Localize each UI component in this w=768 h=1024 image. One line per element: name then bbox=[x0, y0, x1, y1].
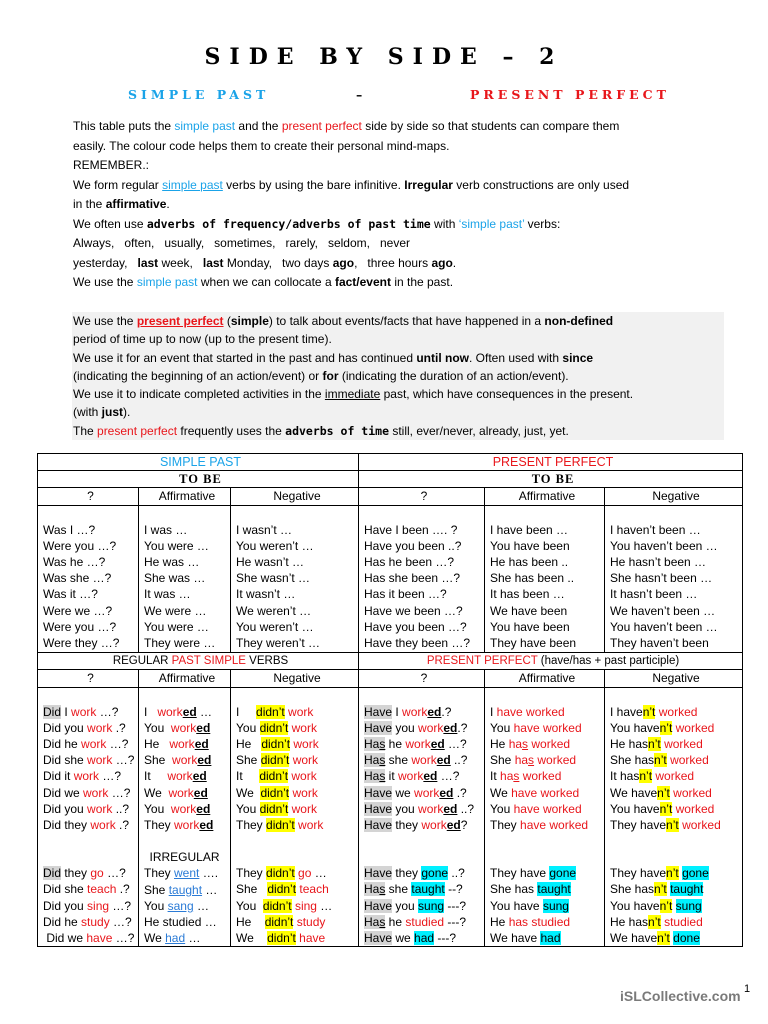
comparison-table: SIMPLE PAST PRESENT PERFECT TO BE TO BE ? Affirmative Negative ? Affirmative Negative Was I …? Were you …? Was he …? Was she …? Was it …? Were we …? Were you …? Were they …? I was … You were … He was … She was … It was … We were … You were … They were … I wasn’t … You weren’t … He wasn’t … She wasn’t … It wasn’t … We weren’t … You weren’t … They weren’t … Have I been …. ? Have you been ..? Has he been …? Has she been …? Has it been …? Have we been …? Have you been …? Have they been …? I have been … You have been He has been .. She has been .. It has been … We have been You have been They have been I haven’t been … You haven’t been … He hasn’t been … She hasn’t been … It hasn’t been … We haven’t been … You haven’t been … They haven’t been REGULAR PAST SIMPLE VERBS PRESENT PERFECT (have/has + past participle) ? Affirmative Negative ? Affirmative Negative Did I work …? Did you work .? Did he work …? Did she work …? Did it work …? Did we work …? Did you work ..? Did they work .? Did they go …? Did she teach .? Did you sing …? Did he study …? Did we have …? I worked … You worked He worked She worked It worked We worked You worked They worked IRREGULAR They went …. She taught … You sang … He studied … We had … I didn’t work You didn’t work He didn’t work She didn’t work It didn’t work We didn’t work You didn’t work They didn’t work They didn’t go … She didn’t teach You didn’t sing … He didn’t study We didn’t have Have I worked.? Have you worked.? Has he worked …? Has she worked ..? Has it worked …? Have we worked .? Have you worked ..? Have they worked? Have they gone ..? Has she taught --? Have you sung ---? Has he studied ---? Have we had ---? I have worked You have worked He has worked She has worked It has worked We have worked You have worked They have worked They have gone She has taught You have sung He has studied We have had I haven’t worked You haven’t worked He hasn’t worked She hasn’t worked It hasn’t worked We haven’t worked You haven’t worked They haven’t worked They haven’t gone She hasn’t taught You haven’t sung He hasn’t studied We haven’t done bbox=[37, 453, 743, 947]
present-perfect-formula: PRESENT PERFECT (have/has + past participle) bbox=[359, 653, 743, 670]
tobe-label: TO BE bbox=[38, 471, 359, 488]
tobe-rows: Was I …? Were you …? Was he …? Was she …? Was it …? Were we …? Were you …? Were they …? I was … You were … He was … She was … It was … We were … You were … They were … I wasn’t … You weren’t … He wasn’t … She wasn’t … It wasn’t … We weren’t … You weren’t … They weren’t … Have I been …. ? Have you been ..? Has he been …? Has she been …? Has it been …? Have we been …? Have you been …? Have they been …? I have been … You have been He has been .. She has been .. It has been … We have been You have been They have been I haven’t been … You haven’t been … He hasn’t been … She hasn’t been … It hasn’t been … We haven’t been … You haven’t been … They haven’t been bbox=[38, 505, 743, 653]
present-perfect-explanation: We use the present perfect (simple) to talk about events/facts that have happened in a non-defined period of time up to now (up to the present time). We use it for an event that started in the past and has continued until now. Often used with since (indicating the beginning of an action/event) or for (indicating the duration of an action/event). We use it to indicate completed activities in the immediate past, which have consequences in the present. (with just). The present perfect frequently uses the adverbs of time still, ever/never, already, just, yet. bbox=[72, 312, 724, 440]
regular-verbs-header: REGULAR PAST SIMPLE VERBS bbox=[38, 653, 359, 670]
site-watermark: iSLCollective.com bbox=[620, 988, 741, 1004]
subtitle bbox=[0, 87, 768, 103]
col-affirmative: Affirmative bbox=[139, 488, 231, 505]
header-simple-past: SIMPLE PAST bbox=[38, 454, 359, 471]
header-present-perfect: PRESENT PERFECT bbox=[359, 454, 743, 471]
subtitle-dash: – bbox=[356, 87, 367, 102]
page-number: 1 bbox=[744, 983, 751, 995]
col-negative: Negative bbox=[231, 488, 359, 505]
col-affirmative: Affirmative bbox=[485, 488, 605, 505]
subtitle-present-perfect: PRESENT PERFECT bbox=[470, 87, 670, 102]
page-title: SIDE BY SIDE – 2 bbox=[204, 44, 564, 70]
subtitle-simple-past: SIMPLE PAST bbox=[128, 87, 270, 102]
col-negative: Negative bbox=[605, 488, 743, 505]
intro-text: This table puts the simple past and the present perfect side by side so that students can compare them easily. The colour code helps them to create their personal mind-maps. REMEMBER.: We form regular simple past verbs by using the bare infinitive. Irregular verb constructions are only used in the affirmative. We often use adverbs of frequency/adverbs of past time with ‘simple past’ verbs: Always, often, usually, sometimes, rarely, seldom, never yesterday, last week, last Monday, two days ago, three hours ago. We use the simple past when we can collocate a fact/event in the past. bbox=[73, 119, 630, 289]
tobe-label: TO BE bbox=[359, 471, 743, 488]
col-question: ? bbox=[359, 488, 485, 505]
col-question: ? bbox=[38, 488, 139, 505]
regular-verb-rows: Did I work …? Did you work .? Did he work …? Did she work …? Did it work …? Did we work …? Did you work ..? Did they work .? Did they go …? Did she teach .? Did you sing …? Did he study …? Did we have …? I worked … You worked He worked She worked It worked We worked You worked They worked IRREGULAR They went …. She taught … You sang … He studied … We had … I didn’t work You didn’t work He didn’t work She didn’t work It didn’t work We didn’t work You didn’t work They didn’t work They didn’t go … She didn’t teach You didn’t sing … He didn’t study We didn’t have Have I worked.? Have you worked.? Has he worked …? Has she worked ..? Has it worked …? Have we worked .? Have you worked ..? Have they worked? Have they gone ..? Has she taught --? Have you sung ---? Has he studied ---? Have we had ---? I have worked You have worked He has worked She has worked It has worked We have worked You have worked They have worked They have gone She has taught You have sung He has studied We have had I haven’t worked You haven’t worked He hasn’t worked She hasn’t worked It hasn’t worked We haven’t worked You haven’t worked They haven’t worked They haven’t gone She hasn’t taught You haven’t sung He hasn’t studied We haven’t done bbox=[38, 687, 743, 947]
